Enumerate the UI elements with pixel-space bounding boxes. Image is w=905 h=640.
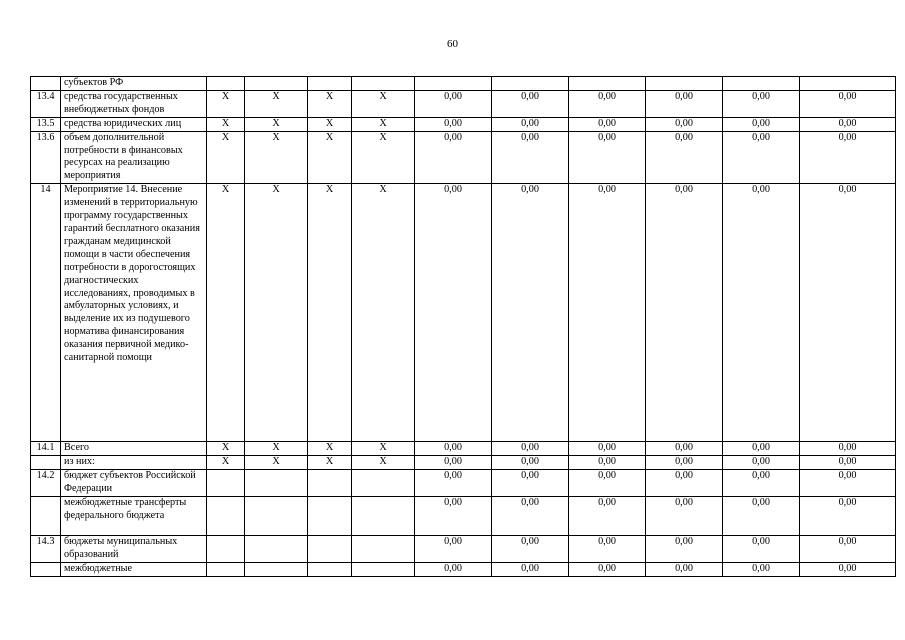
mark-cell — [352, 562, 415, 576]
value-cell: 0,00 — [415, 562, 492, 576]
table-row — [31, 90, 896, 117]
row-description: объем дополнительной потребности в финансовых ресурсах на реализацию мероприятия — [61, 131, 207, 184]
row-description: межбюджетные — [61, 562, 207, 576]
value-cell: 0,00 — [492, 535, 569, 562]
mark-cell — [245, 77, 308, 91]
value-cell: 0,00 — [646, 470, 723, 497]
row-number: 14.1 — [31, 442, 61, 456]
mark-cell — [245, 535, 308, 562]
value-cell: 0,00 — [569, 496, 646, 535]
table-row — [31, 184, 896, 442]
table-row — [31, 535, 896, 562]
row-number: 13.6 — [31, 131, 61, 184]
table-row — [31, 117, 896, 131]
row-description: бюджеты муниципальных образований — [61, 535, 207, 562]
mark-cell: X — [207, 90, 245, 117]
mark-cell — [245, 496, 308, 535]
mark-cell: X — [308, 131, 352, 184]
mark-cell — [308, 562, 352, 576]
mark-cell — [308, 496, 352, 535]
mark-cell: X — [245, 117, 308, 131]
value-cell: 0,00 — [800, 117, 896, 131]
value-cell: 0,00 — [646, 562, 723, 576]
value-cell: 0,00 — [723, 131, 800, 184]
value-cell: 0,00 — [723, 562, 800, 576]
value-cell: 0,00 — [723, 117, 800, 131]
value-cell: 0,00 — [415, 456, 492, 470]
value-cell: 0,00 — [723, 496, 800, 535]
value-cell — [800, 77, 896, 91]
value-cell: 0,00 — [569, 456, 646, 470]
mark-cell: X — [352, 442, 415, 456]
mark-cell: X — [245, 456, 308, 470]
mark-cell: X — [352, 117, 415, 131]
row-number: 14.3 — [31, 535, 61, 562]
row-number — [31, 77, 61, 91]
value-cell: 0,00 — [723, 470, 800, 497]
value-cell: 0,00 — [800, 456, 896, 470]
mark-cell: X — [207, 442, 245, 456]
mark-cell: X — [352, 90, 415, 117]
mark-cell: X — [207, 184, 245, 442]
mark-cell: X — [207, 456, 245, 470]
value-cell: 0,00 — [800, 442, 896, 456]
value-cell: 0,00 — [569, 184, 646, 442]
table-row — [31, 131, 896, 184]
value-cell: 0,00 — [800, 90, 896, 117]
value-cell: 0,00 — [646, 131, 723, 184]
table-row — [31, 562, 896, 576]
table-body — [31, 77, 896, 577]
value-cell: 0,00 — [569, 442, 646, 456]
row-number — [31, 496, 61, 535]
value-cell: 0,00 — [646, 535, 723, 562]
value-cell: 0,00 — [492, 90, 569, 117]
mark-cell: X — [245, 90, 308, 117]
row-number — [31, 562, 61, 576]
row-number: 13.5 — [31, 117, 61, 131]
mark-cell — [207, 470, 245, 497]
row-description: межбюджетные трансферты федерального бюджета — [61, 496, 207, 535]
value-cell: 0,00 — [800, 184, 896, 442]
value-cell: 0,00 — [492, 456, 569, 470]
row-description: субъектов РФ — [61, 77, 207, 91]
value-cell: 0,00 — [415, 496, 492, 535]
table-row — [31, 77, 896, 91]
mark-cell — [352, 470, 415, 497]
value-cell — [646, 77, 723, 91]
row-description: бюджет субъектов Российской Федерации — [61, 470, 207, 497]
mark-cell: X — [352, 456, 415, 470]
mark-cell: X — [308, 90, 352, 117]
value-cell: 0,00 — [415, 184, 492, 442]
mark-cell — [207, 496, 245, 535]
value-cell: 0,00 — [723, 442, 800, 456]
value-cell: 0,00 — [415, 535, 492, 562]
mark-cell: X — [308, 442, 352, 456]
value-cell: 0,00 — [569, 131, 646, 184]
table-row — [31, 456, 896, 470]
table-row — [31, 470, 896, 497]
value-cell: 0,00 — [415, 470, 492, 497]
value-cell: 0,00 — [569, 90, 646, 117]
value-cell: 0,00 — [492, 117, 569, 131]
row-description: средства юридических лиц — [61, 117, 207, 131]
mark-cell: X — [207, 117, 245, 131]
value-cell: 0,00 — [800, 131, 896, 184]
value-cell: 0,00 — [800, 470, 896, 497]
mark-cell — [352, 535, 415, 562]
budget-table — [30, 76, 896, 577]
value-cell: 0,00 — [415, 117, 492, 131]
page-number: 60 — [447, 38, 458, 50]
value-cell: 0,00 — [492, 131, 569, 184]
value-cell: 0,00 — [646, 456, 723, 470]
value-cell: 0,00 — [569, 117, 646, 131]
mark-cell — [352, 77, 415, 91]
mark-cell: X — [352, 184, 415, 442]
value-cell: 0,00 — [415, 90, 492, 117]
row-number: 14 — [31, 184, 61, 442]
value-cell: 0,00 — [415, 131, 492, 184]
value-cell: 0,00 — [569, 562, 646, 576]
value-cell: 0,00 — [800, 496, 896, 535]
row-number: 14.2 — [31, 470, 61, 497]
table-row — [31, 442, 896, 456]
value-cell: 0,00 — [569, 470, 646, 497]
mark-cell — [352, 496, 415, 535]
row-description: средства государственных внебюджетных фондов — [61, 90, 207, 117]
row-number — [31, 456, 61, 470]
mark-cell — [308, 535, 352, 562]
mark-cell — [207, 535, 245, 562]
value-cell: 0,00 — [723, 184, 800, 442]
mark-cell: X — [308, 117, 352, 131]
mark-cell: X — [352, 131, 415, 184]
mark-cell — [308, 77, 352, 91]
value-cell: 0,00 — [646, 117, 723, 131]
value-cell: 0,00 — [415, 442, 492, 456]
value-cell — [723, 77, 800, 91]
value-cell — [569, 77, 646, 91]
value-cell: 0,00 — [723, 90, 800, 117]
mark-cell: X — [245, 442, 308, 456]
mark-cell: X — [245, 184, 308, 442]
value-cell — [415, 77, 492, 91]
value-cell: 0,00 — [723, 535, 800, 562]
value-cell: 0,00 — [646, 90, 723, 117]
mark-cell: X — [245, 131, 308, 184]
row-description: Всего — [61, 442, 207, 456]
value-cell: 0,00 — [800, 562, 896, 576]
mark-cell — [245, 562, 308, 576]
table-row — [31, 496, 896, 535]
value-cell: 0,00 — [646, 184, 723, 442]
value-cell: 0,00 — [492, 442, 569, 456]
mark-cell: X — [308, 184, 352, 442]
row-number: 13.4 — [31, 90, 61, 117]
row-description: из них: — [61, 456, 207, 470]
value-cell: 0,00 — [646, 496, 723, 535]
mark-cell: X — [207, 131, 245, 184]
value-cell: 0,00 — [492, 562, 569, 576]
mark-cell: X — [308, 456, 352, 470]
value-cell: 0,00 — [723, 456, 800, 470]
value-cell: 0,00 — [569, 535, 646, 562]
value-cell — [492, 77, 569, 91]
row-description: Мероприятие 14. Внесение изменений в территориальную программу государственных гарантий бесплатного оказания гражданам медицинской помощи в части обеспечения потребности в дорогостоящих диагностических исследованиях, проводимых в амбулаторных условиях, и выделение их из подушевого норматива финансирования оказания первичной медико-санитарной помощи — [61, 184, 207, 442]
value-cell: 0,00 — [800, 535, 896, 562]
mark-cell — [245, 470, 308, 497]
value-cell: 0,00 — [492, 184, 569, 442]
mark-cell — [207, 562, 245, 576]
mark-cell — [207, 77, 245, 91]
value-cell: 0,00 — [492, 470, 569, 497]
value-cell: 0,00 — [492, 496, 569, 535]
mark-cell — [308, 470, 352, 497]
value-cell: 0,00 — [646, 442, 723, 456]
